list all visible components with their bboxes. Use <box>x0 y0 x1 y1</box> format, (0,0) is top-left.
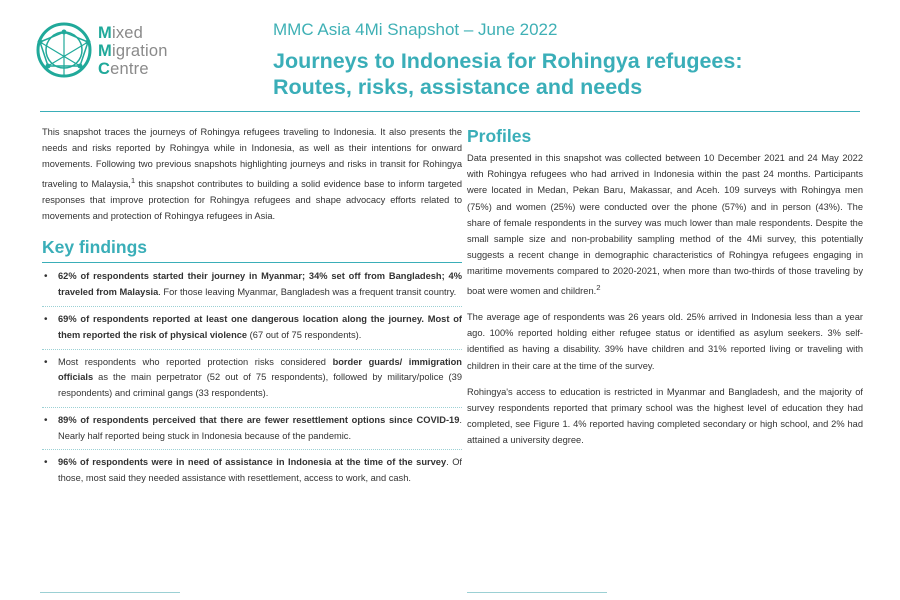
title-line-1: Journeys to Indonesia for Rohingya refugees: <box>273 49 743 73</box>
finding-item: • 69% of respondents reported at least one dangerous location along the journey. Most of them reported the risk of physical violence (67 out of 75 respondents). <box>44 313 462 340</box>
finding-divider <box>42 306 462 307</box>
key-findings-heading: Key findings <box>42 237 148 258</box>
finding-divider <box>42 449 462 450</box>
finding-item: • 62% of respondents started their journey in Myanmar; 34% set off from Bangladesh; 4% traveled from Malaysia. For those leaving Myanmar, Bangladesh was a frequent transit country. <box>44 271 462 298</box>
left-column <box>42 124 462 487</box>
header-divider <box>40 111 860 112</box>
footnote-ref-1: 1 <box>130 175 136 185</box>
bullet-icon: • <box>44 457 48 469</box>
profiles-heading: Profiles <box>467 126 532 146</box>
page-title <box>273 48 873 100</box>
key-findings-divider <box>42 262 462 263</box>
footer-divider-right <box>467 592 607 593</box>
bullet-icon: • <box>44 271 48 283</box>
profiles-paragraph-3: Rohingya's access to education is restricted in Myanmar and Bangladesh, and the majority of survey respondents reported that primary school was the highest level of education they had completed, see Figure 1. 4% reported having completed secondary or high school, and 2% had attained a university degree. <box>467 386 863 446</box>
right-column <box>467 126 863 459</box>
finding-divider <box>42 349 462 350</box>
bullet-icon: • <box>44 356 48 368</box>
title-line-2: Routes, risks, assistance and needs <box>273 75 643 99</box>
finding-item: • Most respondents who reported protection risks considered border guards/ immigration officials as the main perpetrator (52 out of 75 respondents), followed by military/police (39 respondents) and criminal gangs (33 respondents). <box>44 356 462 399</box>
bullet-icon: • <box>44 414 48 426</box>
logo-wordmark: Mixed Migration Centre <box>98 24 168 78</box>
snapshot-subtitle: MMC Asia 4Mi Snapshot – June 2022 <box>273 20 558 39</box>
mmc-logo <box>34 18 194 88</box>
profiles-paragraph-1: Data presented in this snapshot was collected between 10 December 2021 and 24 May 2022 with Rohingya refugees who had arrived in Indonesia within the past 24 months. Participants were located in Medan, Pekan Baru, Makassar, and Aceh. 109 surveys with Rohingya men (75%) and women (25%) were conducted over the phone (57%) and in person (43%). The share of female respondents in the survey was much lower than male respondents. Despite the small sample size and non-probability sampling method of the 4Mi survey, this potentially suggests a recent change in demographic characteristics of Rohingya refugees engaging in maritime movements compared to 2020-2021, when more than two-thirds of those traveling by boat were women and children.$^2$ <box>467 153 863 296</box>
footnote-ref-2: 2 <box>596 282 601 292</box>
profiles-paragraph-2: The average age of respondents was 26 years old. 25% arrived in Indonesia less than a year ago. 100% reported holding either refugee status or identified as asylum seekers. 3% self-identified as having a disability. 39% have children and 31% reported living or traveling with children in their care at the time of the survey. <box>467 311 863 371</box>
footer-divider-left <box>40 592 180 593</box>
finding-divider <box>42 407 462 408</box>
bullet-icon: • <box>44 313 48 325</box>
globe-network-icon <box>34 20 94 80</box>
finding-item: • 96% of respondents were in need of assistance in Indonesia at the time of the survey. Of those, most said they needed assistance with resettlement, access to work, and cash. <box>44 457 463 484</box>
finding-item: • 89% of respondents perceived that there are fewer resettlement options since COVID-19. Nearly half reported being stuck in Indonesia because of the pandemic. <box>44 414 462 441</box>
intro-paragraph: This snapshot traces the journeys of Rohingya refugees traveling to Indonesia. It also presents the needs and risks reported by Rohingya while in Indonesia, as well as their intentions for onward movements. Following two previous snapshots highlighting journeys and risks in transit for Rohingya traveling to Malaysia,$^1$ this snapshot contributes to building a solid evidence base to inform targeted responses that improve protection for Rohingya refugees and shape advocacy efforts related to movements and protection of Rohingya refugees in Asia. <box>42 127 463 222</box>
